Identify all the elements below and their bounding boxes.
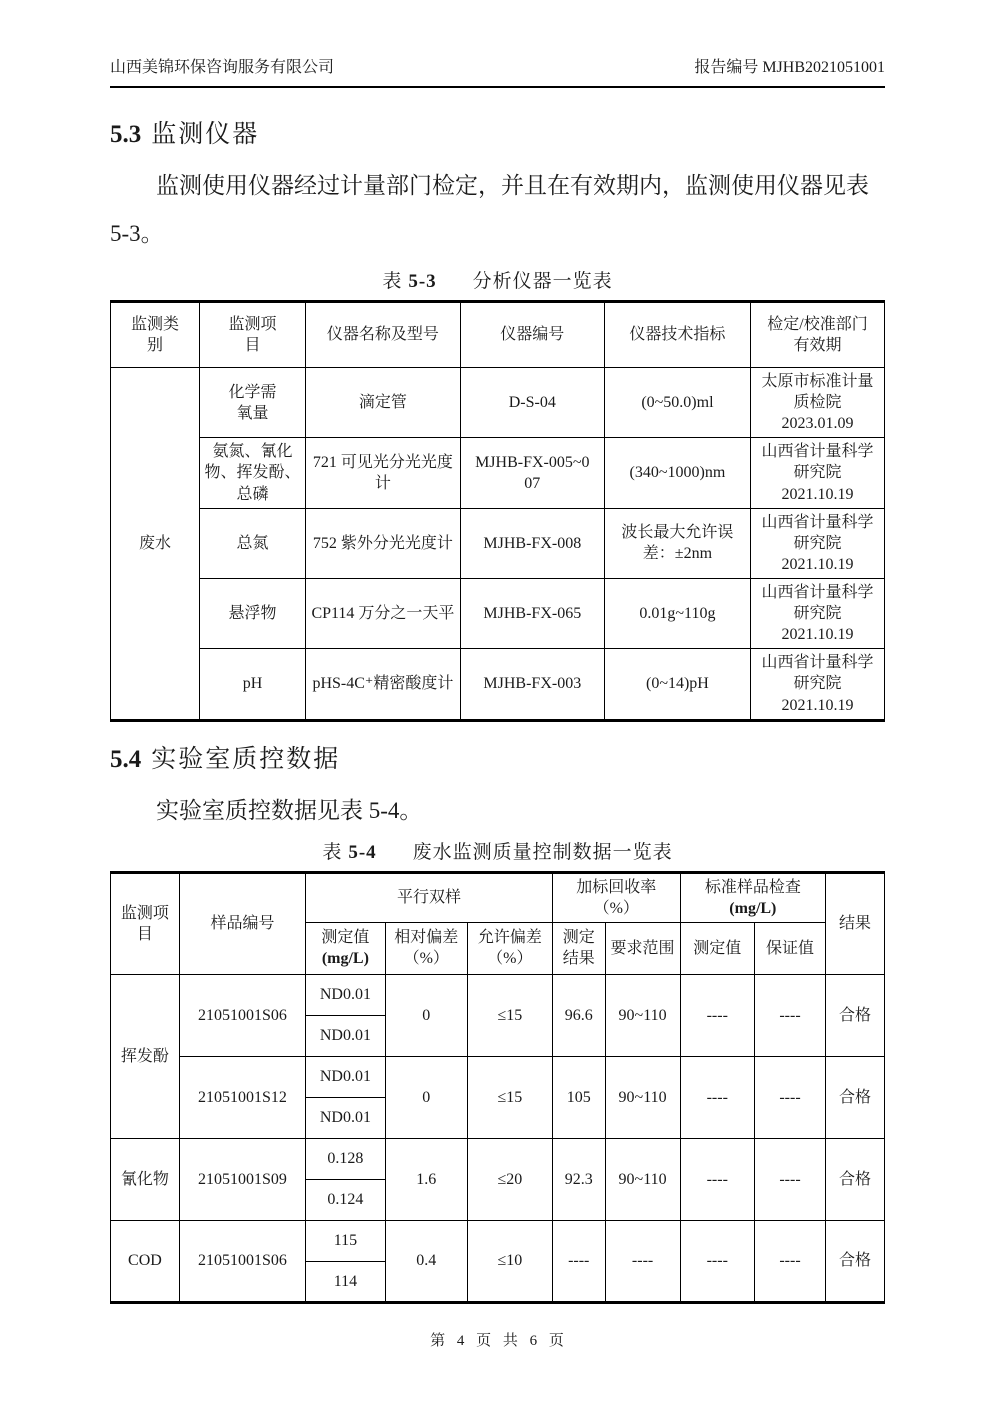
header-monitor-category — [111, 302, 200, 368]
qc-allowed-deviation-cell: ≤10 — [467, 1220, 552, 1302]
qc-required-range-cell: 90~110 — [605, 1138, 680, 1220]
instrument-spec-cell: (340~1000)nm — [604, 438, 750, 508]
qc-measured-2-cell: ND0.01 — [306, 1097, 386, 1138]
company-name: 山西美锦环保咨询服务有限公司 — [110, 59, 335, 76]
header-recovery-range: 要求范围 — [605, 922, 680, 974]
header-monitor-item — [200, 302, 306, 368]
qc-std-guaranteed-cell: ---- — [754, 1138, 825, 1220]
qc-recovery-result-cell: 92.3 — [552, 1138, 605, 1220]
instrument-name-cell: CP114 万分之一天平 — [306, 578, 461, 648]
qc-measured-1-cell: ND0.01 — [306, 974, 386, 1015]
instrument-code-cell: MJHB-FX-065 — [460, 578, 604, 648]
qc-std-guaranteed-cell: ---- — [754, 1220, 825, 1302]
qc-item-cell: 挥发酚 — [111, 974, 180, 1138]
caption-number: 5-4 — [348, 841, 377, 863]
valid-until-date: 2021.10.19 — [781, 626, 854, 644]
qc-allowed-deviation-cell: ≤20 — [467, 1138, 552, 1220]
section-5-4-paragraph: 实验室质控数据见表 5-4。 — [156, 797, 423, 823]
header-instrument-code: 仪器编号 — [460, 302, 604, 368]
header-instrument-spec: 仪器技术指标 — [604, 302, 750, 368]
instrument-spec-cell: 波长最大允许误差：±2nm — [604, 508, 750, 578]
page-header — [110, 54, 885, 88]
qc-required-range-cell: 90~110 — [605, 1056, 680, 1138]
section-5-4-title: 实验室质控数据 — [151, 745, 341, 773]
qc-allowed-deviation-cell: ≤15 — [467, 974, 552, 1056]
header-monitor-item-text: 监测项目 — [228, 315, 277, 354]
instrument-code-cell: D-S-04 — [460, 368, 604, 438]
qc-sample-id-cell: 21051001S06 — [179, 974, 305, 1056]
qc-measured-1-cell: 115 — [306, 1220, 386, 1261]
instrument-spec-cell: (0~14)pH — [604, 649, 750, 720]
monitor-item-cell: 总氮 — [200, 508, 306, 578]
header-measured-value — [306, 922, 386, 974]
instrument-row-suspended-solids — [111, 578, 885, 648]
report-number: 报告编号 MJHB2021051001 — [694, 59, 885, 76]
qc-result-cell: 合格 — [826, 974, 885, 1056]
header-monitor-item-text: 监测项目 — [120, 904, 169, 943]
header-calibration-dept: 检定/校准部门有效期 — [751, 302, 885, 368]
instrument-row-total-nitrogen — [111, 508, 885, 578]
qc-sample-id-cell: 21051001S09 — [179, 1138, 305, 1220]
measured-value-title: 测定值 — [321, 929, 370, 947]
table-5-4-caption — [110, 837, 885, 864]
section-5-3-title: 监测仪器 — [151, 121, 260, 148]
qc-required-range-cell: 90~110 — [605, 974, 680, 1056]
instrument-row-cod — [111, 368, 885, 438]
instrument-name-cell: 721 可见光分光光度计 — [306, 438, 461, 508]
qc-item-cell: 氰化物 — [111, 1138, 180, 1220]
page-footer: 第 4 页 共 6 页 — [430, 1332, 565, 1349]
dept-name: 山西省计量科学研究院 — [761, 513, 874, 552]
valid-until-date: 2021.10.19 — [781, 485, 854, 503]
header-result: 结果 — [826, 872, 885, 974]
qc-header-row-1 — [111, 872, 885, 922]
header-monitor-item — [111, 872, 180, 974]
qc-data-table — [110, 871, 885, 1304]
header-recovery-group — [552, 872, 680, 922]
calibration-dept-cell — [751, 578, 885, 648]
valid-until-date: 2021.10.19 — [781, 696, 854, 714]
instrument-table-header-row — [111, 302, 885, 368]
caption-number: 5-3 — [408, 271, 437, 292]
section-5-3-heading — [110, 114, 885, 150]
monitor-item-cell: 氨氮、氰化物、挥发酚、总磷 — [200, 438, 306, 508]
header-monitor-category-text: 监测类别 — [130, 315, 179, 354]
instrument-row-ph — [111, 649, 885, 720]
instrument-code-cell: MJHB-FX-003 — [460, 649, 604, 720]
dept-name: 山西省计量科学研究院 — [761, 443, 874, 482]
qc-sample-id-cell: 21051001S12 — [179, 1056, 305, 1138]
qc-row — [111, 1056, 885, 1097]
caption-label: 表 — [382, 271, 403, 292]
monitor-item-cell: pH — [200, 649, 306, 720]
caption-title: 废水监测质量控制数据一览表 — [412, 841, 673, 863]
valid-until-date: 2023.01.09 — [781, 415, 854, 433]
qc-std-guaranteed-cell: ---- — [754, 974, 825, 1056]
valid-until-date: 2021.10.19 — [781, 555, 854, 573]
qc-rel-deviation-cell: 0 — [385, 1056, 467, 1138]
monitor-item-text: 化学需氧量 — [228, 383, 277, 422]
instrument-spec-cell: 0.01g~110g — [604, 578, 750, 648]
dept-name: 太原市标准计量质检院 — [761, 373, 874, 412]
instrument-name-cell: 752 紫外分光光度计 — [306, 508, 461, 578]
header-standard-measured: 测定值 — [680, 922, 754, 974]
qc-rel-deviation-cell: 0.4 — [385, 1220, 467, 1302]
qc-row — [111, 1220, 885, 1261]
header-parallel-group: 平行双样 — [306, 872, 553, 922]
qc-row — [111, 1138, 885, 1179]
measured-value-unit: (mg/L) — [321, 950, 369, 968]
qc-result-cell: 合格 — [826, 1220, 885, 1302]
instrument-name-cell: pHS-4C⁺精密酸度计 — [306, 649, 461, 720]
qc-std-guaranteed-cell: ---- — [754, 1056, 825, 1138]
qc-allowed-deviation-cell: ≤15 — [467, 1056, 552, 1138]
monitor-item-cell — [200, 368, 306, 438]
caption-label: 表 — [322, 841, 343, 863]
qc-recovery-result-cell: 105 — [552, 1056, 605, 1138]
header-standard-guaranteed: 保证值 — [754, 922, 825, 974]
instrument-row-ammonia — [111, 438, 885, 508]
calibration-dept-cell — [751, 649, 885, 720]
calibration-dept-cell — [751, 438, 885, 508]
qc-result-cell: 合格 — [826, 1138, 885, 1220]
header-instrument-name: 仪器名称及型号 — [306, 302, 461, 368]
qc-row — [111, 974, 885, 1015]
section-5-4-heading — [110, 739, 885, 775]
header-recovery-measured: 测定结果 — [552, 922, 605, 974]
qc-measured-1-cell: 0.128 — [306, 1138, 386, 1179]
dept-name: 山西省计量科学研究院 — [761, 654, 874, 693]
qc-std-measured-cell: ---- — [680, 1138, 754, 1220]
table-5-3-caption — [110, 266, 885, 293]
qc-rel-deviation-cell: 1.6 — [385, 1138, 467, 1220]
qc-std-measured-cell: ---- — [680, 1056, 754, 1138]
dept-name: 山西省计量科学研究院 — [761, 583, 874, 623]
header-relative-deviation: 相对偏差（%） — [385, 922, 467, 974]
instrument-spec-cell: (0~50.0)ml — [604, 368, 750, 438]
qc-std-measured-cell: ---- — [680, 974, 754, 1056]
standard-group-unit: (mg/L) — [729, 899, 777, 917]
header-sample-id: 样品编号 — [179, 872, 305, 974]
qc-recovery-result-cell: 96.6 — [552, 974, 605, 1056]
header-standard-group — [680, 872, 826, 922]
instrument-code-cell: MJHB-FX-008 — [460, 508, 604, 578]
instrument-name-cell: 滴定管 — [306, 368, 461, 438]
recovery-group-title: 加标回收率 — [576, 878, 657, 896]
qc-measured-2-cell: 114 — [306, 1261, 386, 1302]
qc-sample-id-cell: 21051001S06 — [179, 1220, 305, 1302]
qc-item-cell: COD — [111, 1220, 180, 1302]
header-allowed-deviation: 允许偏差（%） — [467, 922, 552, 974]
instrument-code-cell: MJHB-FX-005~007 — [460, 438, 604, 508]
section-5-3-number: 5.3 — [110, 121, 142, 148]
qc-measured-1-cell: ND0.01 — [306, 1056, 386, 1097]
calibration-dept-cell — [751, 368, 885, 438]
qc-recovery-result-cell: ---- — [552, 1220, 605, 1302]
calibration-dept-cell — [751, 508, 885, 578]
qc-required-range-cell: ---- — [605, 1220, 680, 1302]
standard-group-title: 标准样品检查 — [704, 878, 801, 896]
qc-measured-2-cell: 0.124 — [306, 1179, 386, 1220]
monitor-category-cell: 废水 — [111, 368, 200, 721]
recovery-group-unit: （%） — [593, 899, 639, 917]
qc-result-cell: 合格 — [826, 1056, 885, 1138]
qc-measured-2-cell: ND0.01 — [306, 1015, 386, 1056]
qc-std-measured-cell: ---- — [680, 1220, 754, 1302]
qc-rel-deviation-cell: 0 — [385, 974, 467, 1056]
instrument-table — [110, 300, 885, 722]
monitor-item-cell: 悬浮物 — [200, 578, 306, 648]
section-5-3-paragraph: 监测使用仪器经过计量部门检定，并且在有效期内，监测使用仪器见表 5-3。 — [110, 173, 869, 246]
section-5-4-number: 5.4 — [110, 745, 142, 773]
caption-title: 分析仪器一览表 — [472, 271, 613, 292]
